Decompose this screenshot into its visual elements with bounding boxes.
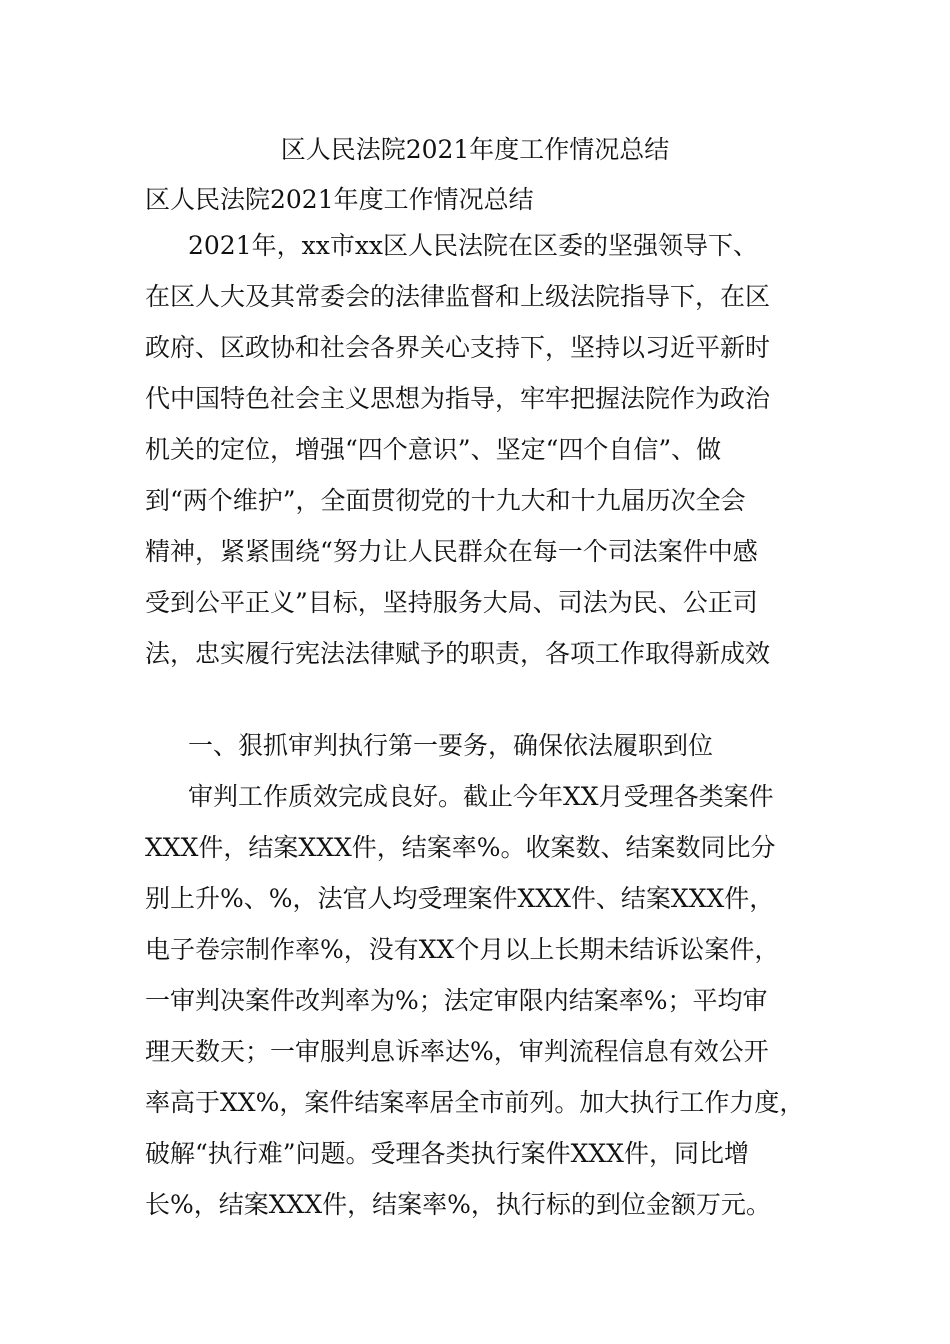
paragraph-line: 在区人大及其常委会的法律监督和上级法院指导下，在区 (145, 282, 771, 311)
paragraph-line: 审判工作质效完成良好。截止今年XX月受理各类案件 (188, 782, 774, 811)
paragraph-line: XXX件，结案XXX件，结案率%。收案数、结案数同比分 (145, 833, 776, 862)
paragraph-line: 代中国特色社会主义思想为指导，牢牢把握法院作为政治 (145, 384, 771, 413)
paragraph-line: 一审判决案件改判率为%；法定审限内结案率%；平均审 (145, 986, 768, 1015)
paragraph-line: 长%，结案XXX件，结案率%，执行标的到位金额万元。 (145, 1190, 771, 1219)
paragraph-line: 机关的定位，增强“四个意识”、坚定“四个自信”、做 (145, 435, 722, 464)
paragraph-line: 精神，紧紧围绕“努力让人民群众在每一个司法案件中感 (145, 537, 758, 566)
paragraph-line: 电子卷宗制作率%，没有XX个月以上长期未结诉讼案件， (145, 935, 780, 964)
intro-paragraph (145, 220, 825, 679)
paragraph-line: 破解“执行难”问题。受理各类执行案件XXX件，同比增 (145, 1139, 749, 1168)
paragraph-line: 别上升%、%，法官人均受理案件XXX件、结案XXX件， (145, 884, 775, 913)
paragraph-line: 政府、区政协和社会各界关心支持下，坚持以习近平新时 (145, 333, 771, 362)
paragraph-line: 受到公平正义”目标，坚持服务大局、司法为民、公正司 (145, 588, 758, 617)
paragraph-line: 法，忠实履行宪法法律赋予的职责，各项工作取得新成效 (145, 639, 771, 668)
paragraph-line: 理天数天；一审服判息诉率达%，审判流程信息有效公开 (145, 1037, 769, 1066)
trial-work-paragraph (145, 771, 825, 1230)
paragraph-line: 到“两个维护”，全面贯彻党的十九大和十九届历次全会 (145, 486, 746, 515)
document-subtitle: 区人民法院2021年度工作情况总结 (145, 185, 534, 214)
document-title: 区人民法院2021年度工作情况总结 (280, 135, 670, 164)
paragraph-line: 率高于XX%，案件结案率居全市前列。加大执行工作力度， (145, 1088, 805, 1117)
paragraph-line: 2021年，xx市xx区人民法院在区委的坚强领导下、 (188, 231, 759, 260)
section-heading: 一、狠抓审判执行第一要务，确保依法履职到位 (188, 731, 714, 760)
